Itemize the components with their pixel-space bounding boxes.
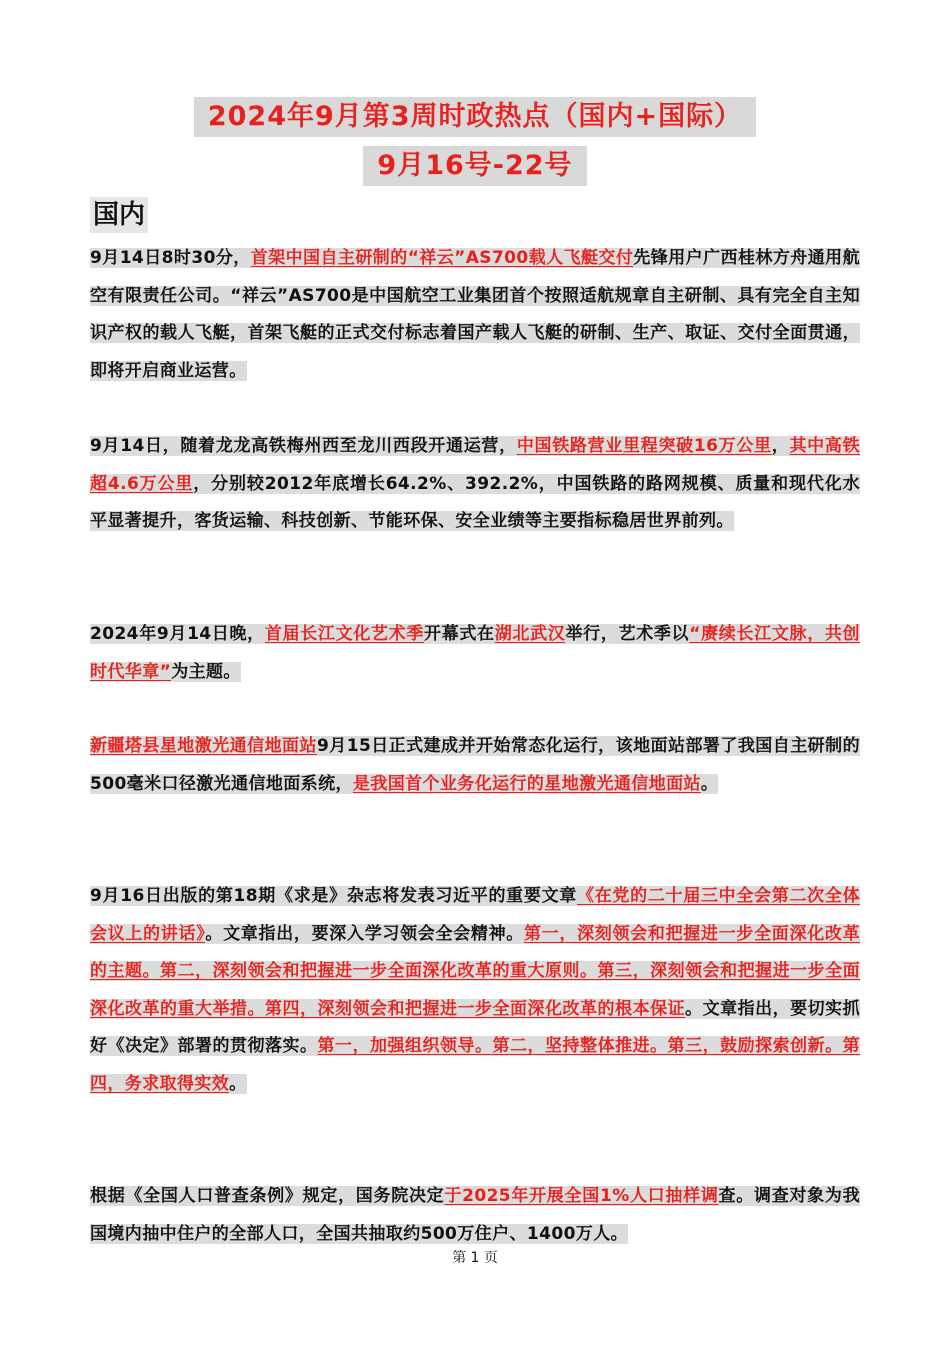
news-paragraph-4 [90, 728, 860, 803]
highlighted-key-phrase: “赓续长江文脉，共创时代华章” [90, 624, 860, 682]
title-row-1 [0, 97, 950, 137]
highlighted-key-phrase: 第一，深刻领会和把握进一步全面深化改革的主题。第二，深刻领会和把握进一步全面深化改革的重大原则。第三，深刻领会和把握进一步全面深化改革的重大举措。第四，深刻领会和把握进一步全面深化改革的根本保证 [90, 923, 860, 1019]
paragraph-text: 9月15日正式建成并开始常态化运行，该地面站部署了我国自主研制的500毫米口径激光通信地面系统， [90, 736, 860, 794]
paragraph-text: 根据《全国人口普查条例》规定，国务院决定 [90, 1186, 445, 1206]
highlighted-key-phrase: 湖北武汉 [494, 624, 566, 644]
paragraph-text: 9月14日8时30分， [90, 248, 251, 268]
paragraph-text: 开幕式在 [424, 624, 495, 644]
paragraph-text: 9月16日出版的第18期《求是》杂志将发表习近平的重要文章 [90, 886, 577, 906]
document-subtitle-date-range: 9月16号-22号 [363, 146, 586, 186]
paragraph-text: 2024年9月14日晚， [90, 624, 265, 644]
highlighted-key-phrase: 首架中国自主研制的“祥云”AS700载人飞艇交付 [250, 248, 634, 268]
highlighted-key-phrase: 中国铁路营业里程突破16万公里 [516, 436, 772, 456]
paragraph-text: 。文章指出，要切实抓好《决定》部署的贯彻落实。 [90, 998, 860, 1056]
highlighted-key-phrase: 是我国首个业务化运行的星地激光通信地面站 [352, 773, 701, 794]
news-paragraph-5 [90, 878, 860, 1103]
news-paragraph-2 [90, 428, 860, 541]
document-title: 2024年9月第3周时政热点（国内+国际） [194, 97, 756, 137]
paragraph-text: 举行，艺术季以 [565, 624, 690, 644]
highlighted-key-phrase: 于2025年开展全国1%人口抽样调 [444, 1186, 719, 1206]
highlighted-key-phrase: 其中高铁超4.6万公里 [90, 436, 860, 494]
paragraph-text: 。 [700, 773, 719, 794]
news-paragraph-1 [90, 240, 860, 390]
highlighted-key-phrase: 新疆塔县星地激光通信地面站 [90, 736, 317, 756]
paragraph-text: 先锋用户广西桂林方舟通用航空有限责任公司。“祥云”AS700是中国航空工业集团首个按照适航规章自主研制、具有完全自主知识产权的载人飞艇，首架飞艇的正式交付标志着国产载人飞艇的研制、生产、取证、交付全面贯通，即将开启商业运营。 [90, 248, 861, 381]
page-number: 第 1 页 [452, 1250, 498, 1266]
news-paragraph-3 [90, 616, 860, 691]
highlighted-key-phrase: 首届长江文化艺术季 [264, 624, 424, 644]
section-heading-domestic: 国内 [90, 197, 148, 233]
paragraph-text: 9月14日，随着龙龙高铁梅州西至龙川西段开通运营， [90, 436, 517, 456]
paragraph-text: 。文章指出，要深入学习领会全会精神。 [205, 923, 524, 944]
news-paragraph-6 [90, 1178, 860, 1256]
paragraph-text: 查。调查对象为我国境内抽中住户的全部人口，全国共抽取约500万住户、1400万人。 [90, 1186, 860, 1244]
paragraph-text: 。 [229, 1073, 247, 1094]
paragraph-text: 为主题。 [171, 661, 241, 682]
highlighted-key-phrase: 《在党的二十届三中全会第二次全体会议上的讲话》 [90, 886, 860, 944]
title-row-2 [0, 146, 950, 186]
paragraph-text: ， [771, 436, 790, 456]
highlighted-key-phrase: 第一，加强组织领导。第二，坚持整体推进。第三，鼓励探索创新。第四，务求取得实效 [90, 1036, 860, 1094]
paragraph-text: ，分别较2012年底增长64.2%、392.2%，中国铁路的路网规模、质量和现代化水平显著提升，客货运输、科技创新、节能环保、安全业绩等主要指标稳居世界前列。 [90, 473, 860, 531]
